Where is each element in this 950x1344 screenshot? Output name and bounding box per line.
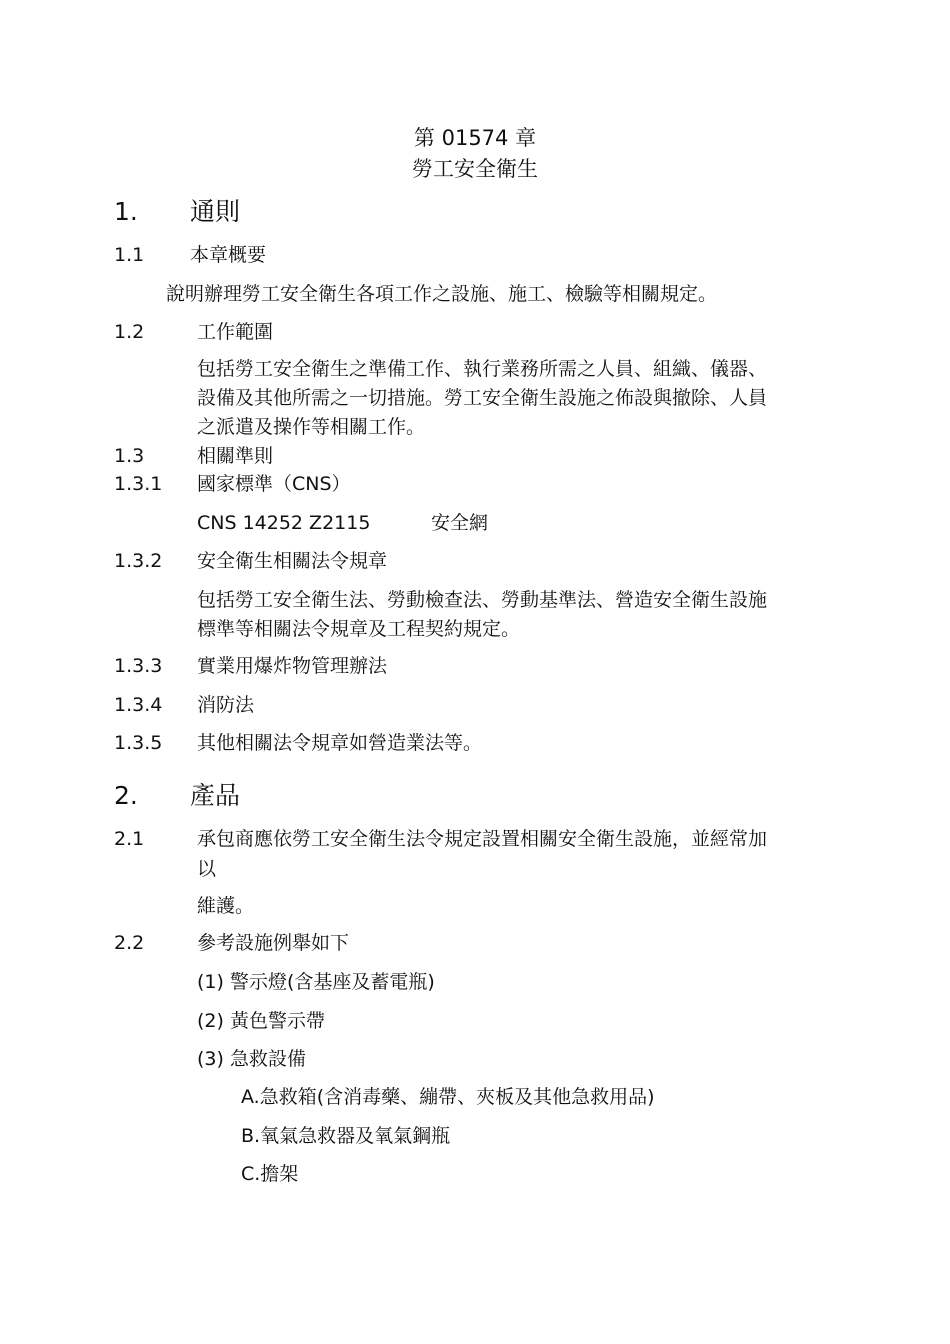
section-1-2-line: 設備及其他所需之一切措施。勞工安全衛生設施之佈設與撤除、人員 (197, 387, 768, 409)
section-1-2-title: 工作範圍 (197, 321, 274, 343)
section-1-3-1-title: 國家標準（CNS） (197, 473, 351, 495)
section-2-1-line: 以 (197, 858, 217, 880)
sub-list-item: B.氧氣急救器及氧氣鋼瓶 (241, 1125, 451, 1147)
section-1-3-3-number: 1.3.3 (114, 655, 163, 677)
section-1-3-4-number: 1.3.4 (114, 694, 163, 716)
section-1-3-number: 1.3 (114, 445, 145, 467)
section-1-3-2-title: 安全衛生相關法令規章 (197, 550, 388, 572)
section-2-1-line: 維護。 (197, 895, 255, 917)
standard-name: 安全網 (431, 512, 489, 534)
section-1-3-4-title: 消防法 (197, 694, 255, 716)
list-item: (1) 警示燈(含基座及蓄電瓶) (197, 971, 435, 993)
section-1-2-line: 包括勞工安全衛生之準備工作、執行業務所需之人員、組織、儀器、 (197, 358, 768, 380)
section-1-3-2-line: 標準等相關法令規章及工程契約規定。 (197, 618, 521, 640)
section-1-3-1-number: 1.3.1 (114, 473, 163, 495)
section-1-1-number: 1.1 (114, 244, 145, 266)
list-item: (3) 急救設備 (197, 1048, 306, 1070)
chapter-number: 第 01574 章 (413, 126, 537, 150)
section-1-3-5-title: 其他相關法令規章如營造業法等。 (197, 732, 483, 754)
section-1-3-5-number: 1.3.5 (114, 732, 163, 754)
section-1-3-3-title: 實業用爆炸物管理辦法 (197, 655, 388, 677)
section-1-1-title: 本章概要 (190, 244, 267, 266)
section-2-2-number: 2.2 (114, 932, 145, 954)
sub-list-item: A.急救箱(含消毒藥、繃帶、夾板及其他急救用品) (241, 1086, 655, 1108)
section-1-3-title: 相關準則 (197, 445, 274, 467)
section-1-2-line: 之派遣及操作等相關工作。 (197, 416, 426, 438)
standard-code: CNS 14252 Z2115 (197, 512, 371, 534)
section-2-title: 產品 (190, 781, 241, 810)
sub-list-item: C.擔架 (241, 1163, 299, 1185)
section-2-1-number: 2.1 (114, 828, 145, 850)
section-1-3-2-number: 1.3.2 (114, 550, 163, 572)
section-1-3-2-line: 包括勞工安全衛生法、勞動檢查法、勞動基準法、營造安全衛生設施 (197, 589, 768, 611)
section-2-1-line: 承包商應依勞工安全衛生法令規定設置相關安全衛生設施，並經常加 (197, 828, 768, 850)
section-1-title: 通則 (190, 197, 241, 226)
section-2-number: 2. (114, 781, 138, 810)
section-1-1-text: 說明辦理勞工安全衛生各項工作之設施、施工、檢驗等相關規定。 (166, 283, 718, 305)
chapter-title: 勞工安全衛生 (412, 157, 538, 181)
section-2-2-title: 參考設施例舉如下 (197, 932, 350, 954)
section-1-2-number: 1.2 (114, 321, 145, 343)
list-item: (2) 黃色警示帶 (197, 1010, 325, 1032)
section-1-number: 1. (114, 197, 138, 226)
